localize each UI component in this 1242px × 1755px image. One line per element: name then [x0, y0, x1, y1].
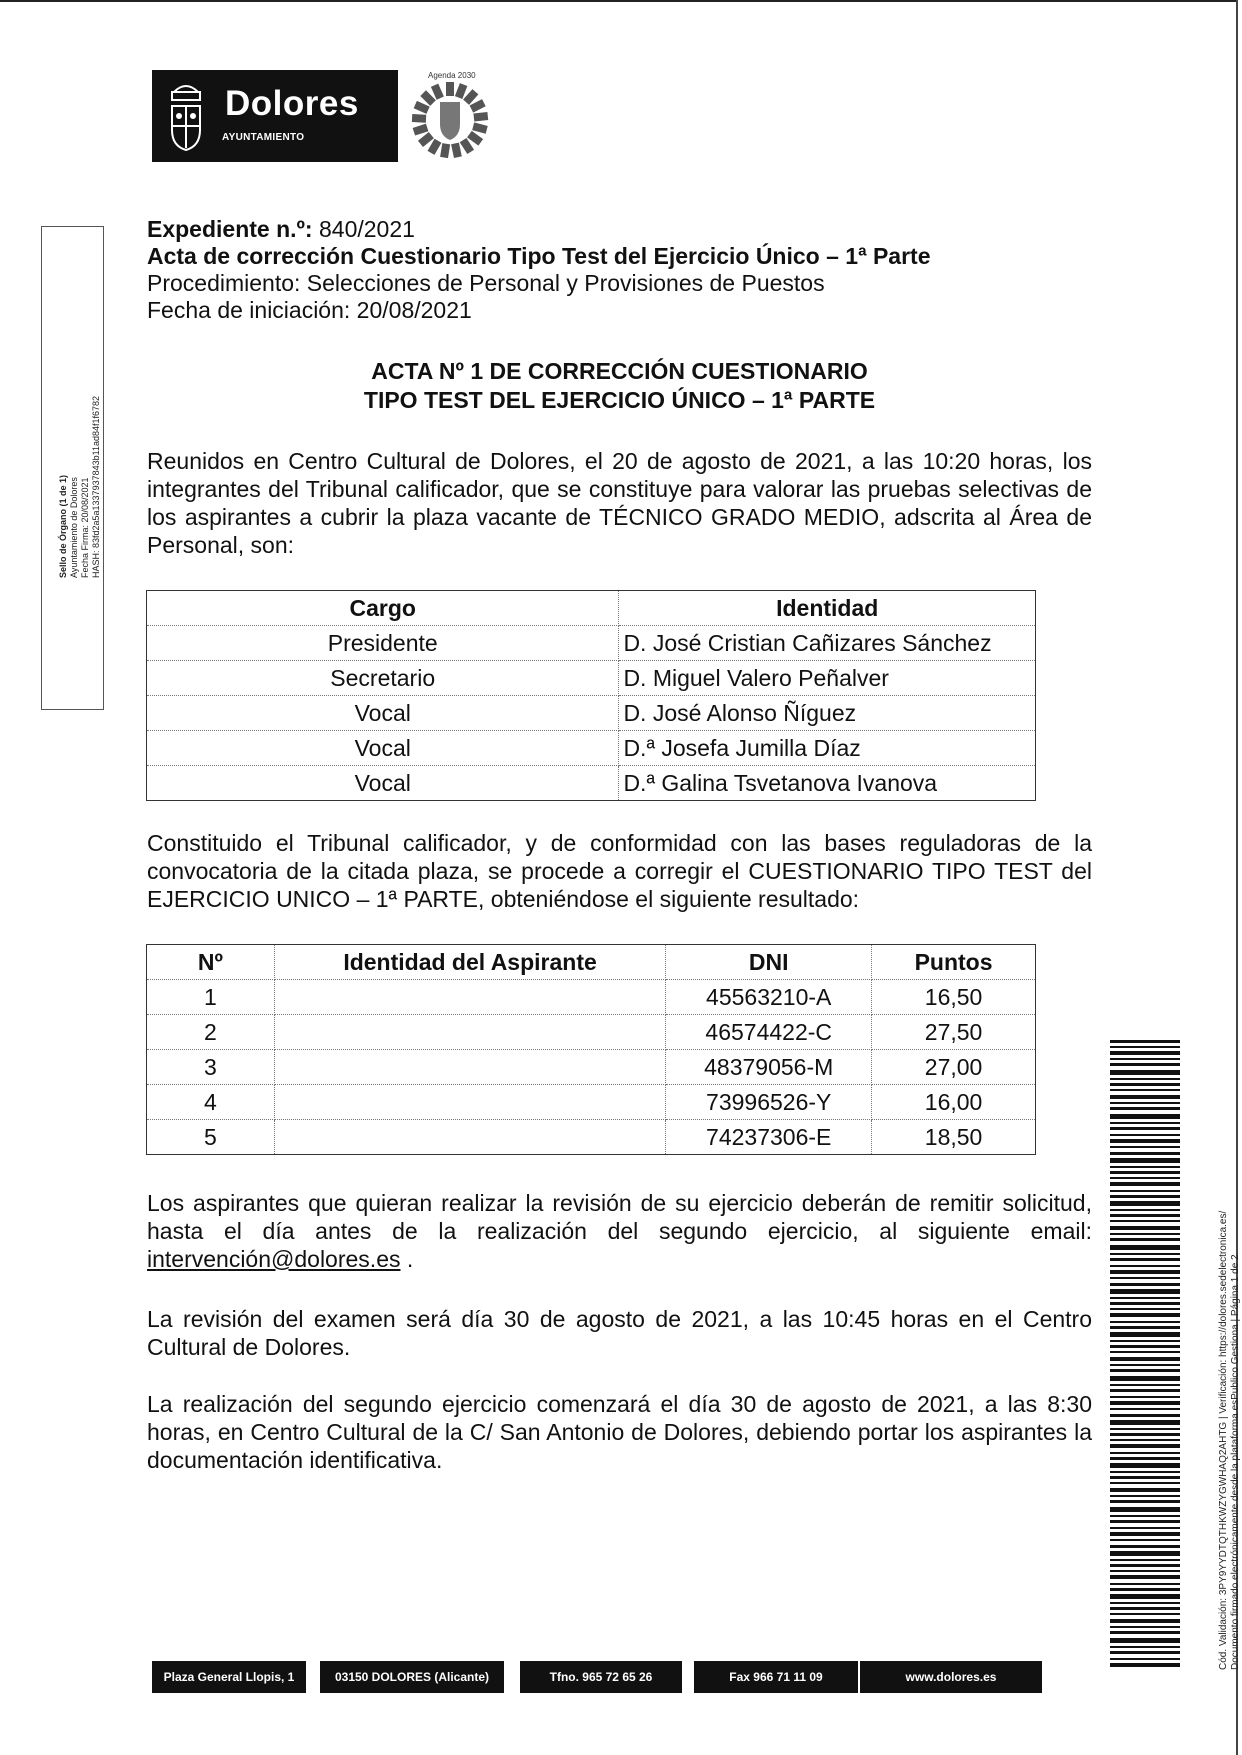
- numero-cell: 1: [147, 980, 275, 1015]
- stamp-line: Sello de Órgano (1 de 1): [58, 474, 68, 578]
- signature-stamp: [58, 396, 102, 578]
- column-header: Identidad del Aspirante: [274, 945, 665, 980]
- logo-subtitle: AYUNTAMIENTO: [222, 132, 305, 143]
- agenda-label: Agenda 2030: [428, 71, 476, 80]
- identidad-cell: D.ª Galina Tsvetanova Ivanova: [619, 766, 1036, 801]
- paragraph-constituido: Constituido el Tribunal calificador, y de conformidad con las bases reguladoras de la convocatoria de la citada plaza, se procede a corregir el CUESTIONARIO TIPO TEST del EJERCICIO UNICO – 1ª PARTE, obteniéndose el siguiente resultado:: [147, 830, 1092, 912]
- title-line: ACTA Nº 1 DE CORRECCIÓN CUESTIONARIO: [371, 358, 868, 384]
- identidad-cell: D. Miguel Valero Peñalver: [619, 661, 1036, 696]
- table-row: [147, 626, 1036, 661]
- stamp-line: HASH: 83fd2a5a1337937843b11ad84f1f6782: [91, 396, 101, 578]
- results-table: [146, 944, 1036, 1155]
- footer-fax: Fax 966 71 11 09: [694, 1661, 858, 1693]
- aspirante-cell: [274, 1050, 665, 1085]
- table-row: [147, 1120, 1036, 1155]
- puntos-cell: 18,50: [872, 1120, 1036, 1155]
- numero-cell: 4: [147, 1085, 275, 1120]
- column-header: DNI: [666, 945, 872, 980]
- table-row: [147, 1085, 1036, 1120]
- email-link[interactable]: intervención@dolores.es: [147, 1246, 401, 1272]
- numero-cell: 5: [147, 1120, 275, 1155]
- column-header: Identidad: [619, 591, 1036, 626]
- verification-line: Cód. Validación: 3PY9YYDTQTHKWZYGWHAQ2AHTG | Verificación: https://dolores.sedelectronica.es/: [1218, 1210, 1229, 1670]
- footer-website[interactable]: www.dolores.es: [860, 1661, 1042, 1693]
- puntos-cell: 16,50: [872, 980, 1036, 1015]
- identidad-cell: D. José Alonso Ñíguez: [619, 696, 1036, 731]
- aspirante-cell: [274, 1085, 665, 1120]
- column-header: Nº: [147, 945, 275, 980]
- paragraph-reunidos: Reunidos en Centro Cultural de Dolores, el 20 de agosto de 2021, a las 10:20 horas, los integrantes del Tribunal calificador, que se constituye para valorar las pruebas selectivas de los aspirantes a cubrir la plaza vacante de TÉCNICO GRADO MEDIO, adscrita al Área de Personal, son:: [147, 448, 1092, 558]
- verification-line: Documento firmado electrónicamente desde la plataforma esPublico Gestiona | Página 1 de 2: [1230, 1254, 1241, 1670]
- aspirante-cell: [274, 1120, 665, 1155]
- aspirante-cell: [274, 1015, 665, 1050]
- document-title: [147, 357, 1092, 415]
- table-row: [147, 1050, 1036, 1085]
- puntos-cell: 27,00: [872, 1050, 1036, 1085]
- puntos-cell: 27,50: [872, 1015, 1036, 1050]
- expediente-label: Expediente n.º:: [147, 216, 313, 242]
- aspirante-cell: [274, 980, 665, 1015]
- stamp-line: Fecha Firma: 20/08/2021: [80, 477, 90, 578]
- identidad-cell: D.ª Josefa Jumilla Díaz: [619, 731, 1036, 766]
- footer-address: Plaza General Llopis, 1: [152, 1661, 306, 1693]
- agenda-2030-icon: [402, 66, 498, 162]
- column-header: Puntos: [872, 945, 1036, 980]
- acta-title: Acta de corrección Cuestionario Tipo Test del Ejercicio Único – 1ª Parte: [147, 243, 931, 269]
- paragraph-segundo-ejercicio: La realización del segundo ejercicio comenzará el día 30 de agosto de 2021, a las 8:30 horas, en Centro Cultural de la C/ San Antonio de Dolores, debiendo portar los aspirantes la documentación identificativa.: [147, 1391, 1092, 1473]
- fecha-iniciacion: Fecha de iniciación: 20/08/2021: [147, 297, 472, 323]
- cargo-cell: Secretario: [147, 661, 619, 696]
- paragraph-text: .: [400, 1246, 414, 1272]
- file-info: [147, 216, 931, 324]
- puntos-cell: 16,00: [872, 1085, 1036, 1120]
- expediente-value: 840/2021: [312, 216, 415, 242]
- table-row: [147, 661, 1036, 696]
- cargo-cell: Vocal: [147, 696, 619, 731]
- table-row: [147, 731, 1036, 766]
- table-row: [147, 980, 1036, 1015]
- tribunal-table: [146, 590, 1036, 801]
- logo-name: Dolores: [225, 84, 359, 123]
- identidad-cell: D. José Cristian Cañizares Sánchez: [619, 626, 1036, 661]
- dni-cell: 73996526-Y: [666, 1085, 872, 1120]
- paragraph-revision-solicitud: [147, 1189, 1092, 1273]
- paragraph-text: Los aspirantes que quieran realizar la revisión de su ejercicio deberán de remitir solicitud, hasta el día antes de la realización del segundo ejercicio, al siguiente email:: [147, 1190, 1092, 1244]
- numero-cell: 3: [147, 1050, 275, 1085]
- column-header: Cargo: [147, 591, 619, 626]
- paragraph-revision-fecha: La revisión del examen será día 30 de agosto de 2021, a las 10:45 horas en el Centro Cultural de Dolores.: [147, 1306, 1092, 1360]
- dni-cell: 48379056-M: [666, 1050, 872, 1085]
- table-row: [147, 1015, 1036, 1050]
- numero-cell: 2: [147, 1015, 275, 1050]
- table-row: [147, 766, 1036, 801]
- table-header-row: [147, 591, 1036, 626]
- cargo-cell: Presidente: [147, 626, 619, 661]
- coat-of-arms-icon: [166, 78, 206, 154]
- table-header-row: [147, 945, 1036, 980]
- stamp-line: Ayuntamiento de Dolores: [69, 477, 79, 578]
- cargo-cell: Vocal: [147, 766, 619, 801]
- dolores-logo: [152, 70, 398, 162]
- table-row: [147, 696, 1036, 731]
- footer-phone: Tfno. 965 72 65 26: [520, 1661, 682, 1693]
- verification-text: [1218, 1211, 1242, 1670]
- footer-city: 03150 DOLORES (Alicante): [320, 1661, 504, 1693]
- title-line: TIPO TEST DEL EJERCICIO ÚNICO – 1ª PARTE: [363, 387, 876, 413]
- barcode-icon: [1110, 1040, 1180, 1670]
- dni-cell: 45563210-A: [666, 980, 872, 1015]
- top-border: [0, 0, 1238, 2]
- dni-cell: 46574422-C: [666, 1015, 872, 1050]
- dni-cell: 74237306-E: [666, 1120, 872, 1155]
- procedimiento: Procedimiento: Selecciones de Personal y Provisiones de Puestos: [147, 270, 825, 296]
- cargo-cell: Vocal: [147, 731, 619, 766]
